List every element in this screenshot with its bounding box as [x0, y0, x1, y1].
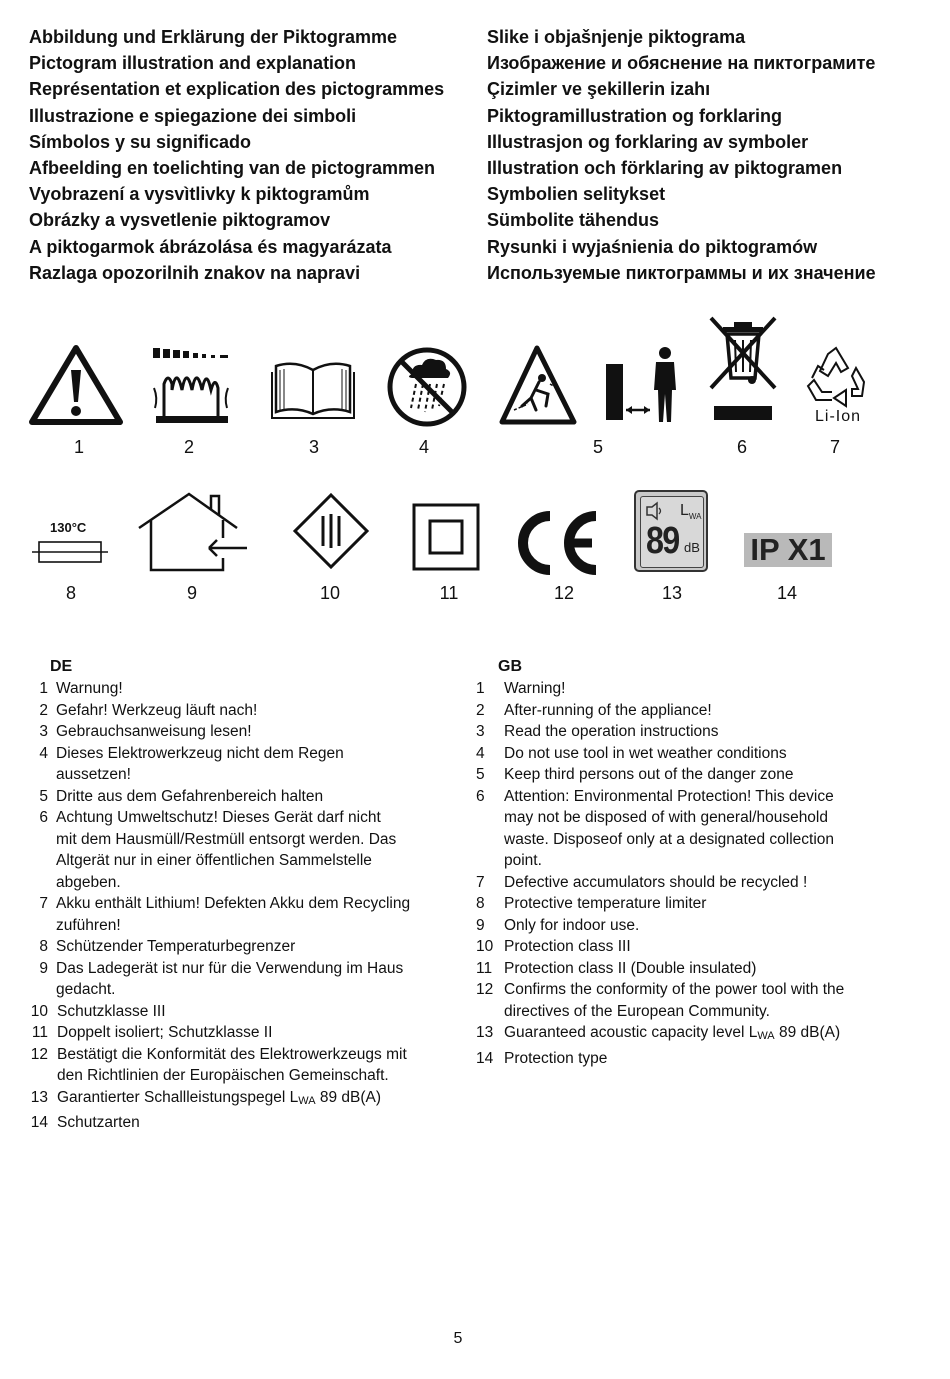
- item-text: Defective accumulators should be recycled !: [504, 873, 808, 891]
- pictogram-number: 14: [776, 583, 798, 603]
- sound-unit: dB: [684, 540, 700, 555]
- pictogram-number: 13: [661, 583, 683, 603]
- item-text: Warning!: [504, 680, 566, 697]
- item-text: Attention: Environmental Protection! This device: [504, 787, 834, 805]
- pictogram-number: 3: [308, 437, 319, 457]
- legend-item: [0, 721, 470, 743]
- item-number: 2: [476, 701, 485, 719]
- temperature-label: 130°C: [50, 520, 87, 535]
- item-text: [57, 1087, 470, 1113]
- item-number: 13: [476, 1024, 494, 1041]
- item-text: Dieses Elektrowerkzeug nicht dem Regen: [56, 744, 344, 762]
- pictogram-number: 12: [553, 583, 575, 603]
- heading-line: Illustrazione e spiegazione dei simboli: [29, 105, 357, 126]
- item-text: Keep third persons out of the danger zone: [504, 766, 794, 783]
- item-text: gedacht.: [56, 981, 116, 998]
- blade-after-running-icon: [150, 346, 234, 426]
- legend-item: [470, 1022, 940, 1048]
- protection-class-3-icon: [292, 492, 370, 570]
- item-text: Protection type: [504, 1049, 608, 1067]
- item-number: 2: [39, 701, 48, 719]
- item-text: Schützender Temperaturbegrenzer: [56, 938, 296, 955]
- indoor-use-icon: [137, 492, 249, 574]
- legend-item: [470, 721, 940, 743]
- heading-line: Símbolos y su significado: [29, 131, 252, 152]
- pictogram-number: 2: [183, 437, 194, 457]
- item-text: waste. Disposeof only at a designated collection: [504, 830, 835, 848]
- item-text: Gebrauchsanweisung lesen!: [56, 723, 252, 740]
- item-text: Das Ladegerät ist nur für die Verwendung im Haus: [56, 959, 404, 977]
- legend-item: [470, 678, 940, 700]
- item-number: 14: [30, 1114, 48, 1131]
- heading-line: Pictogram illustration and explanation: [29, 53, 357, 74]
- legend-item: [470, 979, 940, 1022]
- sound-value: 89: [646, 520, 679, 562]
- item-number: 6: [39, 809, 48, 826]
- item-text-part: Guaranteed acoustic capacity level L: [504, 1024, 758, 1041]
- item-text-part: 89 dB(A): [774, 1024, 841, 1041]
- item-number: 4: [39, 744, 48, 762]
- legend-item: [470, 743, 940, 765]
- pictogram-number: 4: [418, 437, 429, 457]
- legend-item: [0, 786, 470, 808]
- item-number: 5: [476, 766, 485, 783]
- item-number: 8: [476, 895, 485, 912]
- legend-item: [0, 1022, 470, 1044]
- legend-item: [0, 807, 470, 893]
- item-text: abgeben.: [56, 873, 121, 891]
- pictogram-number: 7: [829, 437, 840, 457]
- item-text: Warnung!: [56, 680, 123, 697]
- heading-line: Vyobrazení a vysvìtlivky k piktogramům: [29, 184, 370, 205]
- speaker-icon: [644, 500, 666, 522]
- recycle-icon: [804, 344, 872, 426]
- item-number: 4: [476, 744, 485, 762]
- language-label: GB: [498, 658, 522, 675]
- heading-line: Illustration och förklaring av piktogramen: [487, 158, 843, 179]
- legend-item: [0, 1087, 470, 1113]
- item-number: 7: [476, 873, 485, 891]
- heading-line: Sümbolite tähendus: [487, 210, 660, 231]
- heading-line: Représentation et explication des pictogrammes: [29, 79, 445, 100]
- item-text: [504, 1022, 940, 1048]
- legend-gb: [470, 656, 940, 1069]
- heading-line: Используемые пиктограммы и их значение: [487, 262, 876, 283]
- pictogram-number: 5: [592, 437, 603, 457]
- item-number: 6: [476, 787, 485, 805]
- item-text: Only for indoor use.: [504, 916, 640, 934]
- legend-item: [470, 936, 940, 958]
- heading-line: Obrázky a vysvetlenie piktogramov: [29, 210, 331, 231]
- legend-item: [470, 1048, 940, 1070]
- item-number: 9: [39, 959, 48, 977]
- legend-item: [470, 893, 940, 915]
- page-number: 5: [453, 1330, 463, 1347]
- item-text: Protection class III: [504, 938, 631, 955]
- pictogram-number: 9: [186, 583, 197, 603]
- ip-rating-icon: [744, 533, 832, 567]
- legend-item: [0, 1001, 470, 1023]
- pictogram-number: 8: [65, 583, 76, 603]
- item-text: Read the operation instructions: [504, 723, 719, 740]
- item-text: Doppelt isoliert; Schutzklasse II: [57, 1024, 273, 1041]
- item-text: Dritte aus dem Gefahrenbereich halten: [56, 787, 324, 805]
- item-number: 11: [476, 959, 493, 977]
- legend-item: [0, 958, 470, 1001]
- item-text: Schutzklasse III: [57, 1002, 166, 1020]
- heading-line: A piktogarmok ábrázolása és magyarázata: [29, 236, 392, 257]
- item-text: Altgerät nur in einer öffentlichen Sammelstelle: [56, 852, 372, 869]
- item-text: zuführen!: [56, 916, 121, 934]
- lwa-subscript: WA: [298, 1094, 316, 1107]
- heading-line: Illustrasjon og forklaring av symboler: [487, 131, 809, 152]
- item-number: 13: [30, 1088, 48, 1106]
- item-text: Confirms the conformity of the power tool with the: [504, 981, 845, 998]
- item-number: 1: [476, 680, 485, 697]
- item-number: 12: [476, 981, 494, 998]
- item-number: 11: [31, 1024, 48, 1041]
- legend-de: [0, 656, 470, 1134]
- heading-line: Piktogramillustration og forklaring: [487, 105, 783, 126]
- item-text: mit dem Hausmüll/Restmüll entsorgt werden. Das: [56, 830, 397, 848]
- item-text: Bestätigt die Konformität des Elektrowerkzeugs mit: [57, 1045, 407, 1063]
- legend-item: [470, 764, 940, 786]
- no-rain-icon: [386, 346, 468, 428]
- item-number: 3: [39, 723, 48, 740]
- pictogram-number: 1: [73, 437, 84, 457]
- language-label: DE: [50, 658, 73, 675]
- lwa-subscript: WA: [688, 512, 702, 522]
- keep-distance-icon: [500, 344, 686, 428]
- item-number: 10: [476, 938, 494, 955]
- item-text: Akku enthält Lithium! Defekten Akku dem Recycling: [56, 895, 411, 912]
- item-text: Schutzarten: [57, 1114, 140, 1131]
- item-number: 7: [39, 895, 48, 912]
- item-text: Gefahr! Werkzeug läuft nach!: [56, 701, 258, 719]
- lwa-subscript: WA: [757, 1030, 775, 1042]
- item-number: 10: [30, 1002, 48, 1020]
- heading-line: Abbildung und Erklärung der Piktogramme: [29, 27, 398, 47]
- item-text: Protective temperature limiter: [504, 895, 707, 912]
- item-text-part: Garantierter Schallleistungspegel L: [57, 1088, 299, 1106]
- legend-item: [0, 936, 470, 958]
- heading-line: Rysunki i wyjaśnienia do piktogramów: [487, 236, 818, 257]
- legend-item: [0, 678, 470, 700]
- legend-item: [0, 1044, 470, 1087]
- legend-item: [470, 915, 940, 937]
- heading-line: Slike i objašnjenje piktograma: [487, 27, 746, 47]
- pictogram-number: 11: [439, 583, 459, 603]
- item-text-part: 89 dB(A): [315, 1088, 382, 1106]
- ip-rating-label: IP X1: [750, 532, 826, 567]
- heading-line: Symbolien selitykset: [487, 184, 666, 205]
- pictogram-number: 6: [736, 437, 747, 457]
- legend-item: [470, 872, 940, 894]
- li-ion-label: Li-Ion: [814, 408, 862, 425]
- item-number: 12: [30, 1045, 48, 1063]
- heading-line: Изображение и обяснение на пиктограмите: [487, 53, 876, 74]
- legend-item: [0, 743, 470, 786]
- heading-line: Çizimler ve şekillerin izahı: [487, 79, 711, 100]
- warning-triangle-icon: [28, 344, 124, 426]
- pictogram-number: 10: [319, 583, 341, 603]
- open-book-icon: [270, 358, 356, 420]
- legend-item: [0, 1112, 470, 1134]
- protection-class-2-icon: [412, 503, 482, 573]
- lwa-label: L: [680, 502, 689, 519]
- ce-mark-icon: [514, 510, 602, 576]
- item-number: 14: [476, 1049, 494, 1067]
- item-number: 8: [39, 938, 48, 955]
- legend-item: [470, 786, 940, 872]
- item-text: Protection class II (Double insulated): [504, 959, 757, 977]
- item-text: Do not use tool in wet weather conditions: [504, 744, 787, 762]
- heading-line: Afbeelding en toelichting van de pictogrammen: [29, 158, 436, 179]
- item-number: 3: [476, 723, 485, 740]
- item-text: directives of the European Community.: [504, 1002, 770, 1020]
- crossed-bin-icon: [708, 316, 778, 424]
- item-number: 5: [39, 787, 48, 805]
- item-number: 9: [476, 916, 485, 934]
- legend-item: [470, 700, 940, 722]
- legend-item: [0, 893, 470, 936]
- legend-item: [0, 700, 470, 722]
- legend-item: [470, 958, 940, 980]
- item-number: 1: [39, 680, 48, 697]
- item-text: aussetzen!: [56, 766, 131, 783]
- item-text: After-running of the appliance!: [504, 701, 712, 719]
- headings-left-column: [29, 24, 479, 286]
- item-text: may not be disposed of with general/household: [504, 809, 828, 826]
- sound-level-icon: [634, 490, 708, 572]
- item-text: Achtung Umweltschutz! Dieses Gerät darf nicht: [56, 809, 381, 826]
- headings-right-column: [487, 24, 937, 286]
- item-text: den Richtlinien der Europäischen Gemeinschaft.: [57, 1067, 389, 1084]
- heading-line: Razlaga opozorilnih znakov na napravi: [29, 262, 361, 283]
- item-text: point.: [504, 852, 542, 869]
